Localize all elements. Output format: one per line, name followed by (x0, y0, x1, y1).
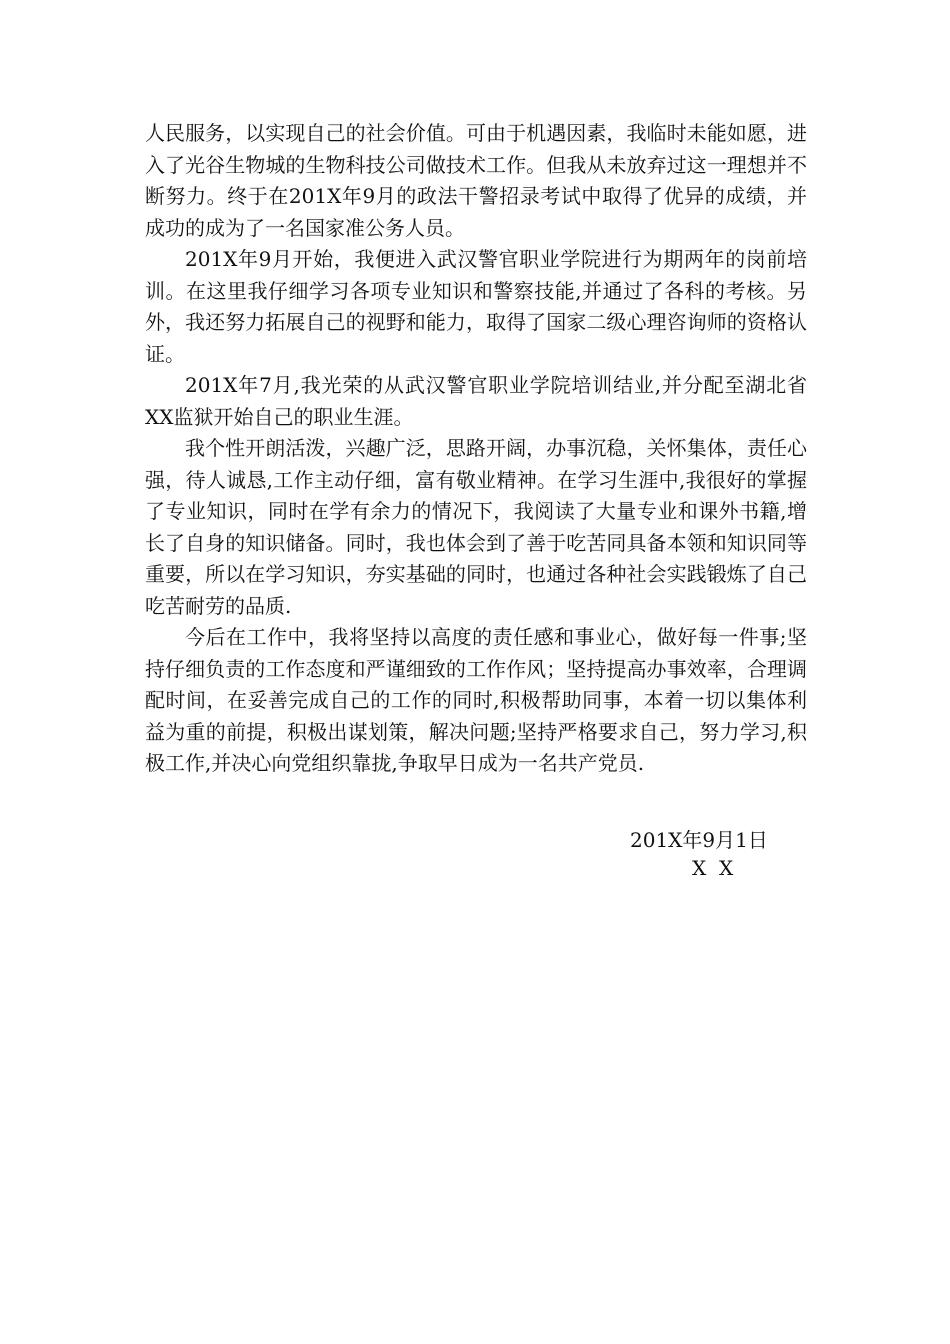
paragraph-5: 今后在工作中，我将坚持以高度的责任感和事业心，做好每一件事;坚持仔细负责的工作态度和严谨细致的工作作风；坚持提高办事效率，合理调配时间，在妥善完成自己的工作的同时,积极帮助同事，本着一切以集体利益为重的前提，积极出谋划策，解决问题;坚持严格要求自己，努力学习,积极工作,并决心向党组织靠拢,争取早日成为一名共产党员. (145, 625, 807, 775)
paragraph-3: 201X年7月,我光荣的从武汉警官职业学院培训结业,并分配至湖北省XX监狱开始自己的职业生涯。 (145, 373, 807, 429)
paragraph-2: 201X年9月开始，我便进入武汉警官职业学院进行为期两年的岗前培训。在这里我仔细学习各项专业知识和警察技能,并通过了各科的考核。另外，我还努力拓展自己的视野和能力，取得了国家二级心理咨询师的资格认证。 (145, 247, 807, 366)
signature-date: 201X年9月1日 (630, 828, 768, 852)
signature-block (630, 826, 830, 882)
paragraph-1: 人民服务，以实现自己的社会价值。可由于机遇因素，我临时未能如愿，进入了光谷生物城的生物科技公司做技术工作。但我从未放弃过这一理想并不断努力。终于在201X年9月的政法干警招录考试中取得了优异的成绩，并成功的成为了一名国家准公务人员。 (145, 121, 807, 240)
signature-name: X X (692, 856, 734, 880)
paragraph-4: 我个性开朗活泼，兴趣广泛，思路开阔，办事沉稳，关怀集体，责任心强，待人诚恳,工作主动仔细，富有敬业精神。在学习生涯中,我很好的掌握了专业知识，同时在学有余力的情况下，我阅读了大量专业和课外书籍,增长了自身的知识储备。同时，我也体会到了善于吃苦同具备本领和知识同等重要，所以在学习知识，夯实基础的同时，也通过各种社会实践锻炼了自己吃苦耐劳的品质. (145, 436, 807, 618)
document-body (145, 118, 807, 780)
